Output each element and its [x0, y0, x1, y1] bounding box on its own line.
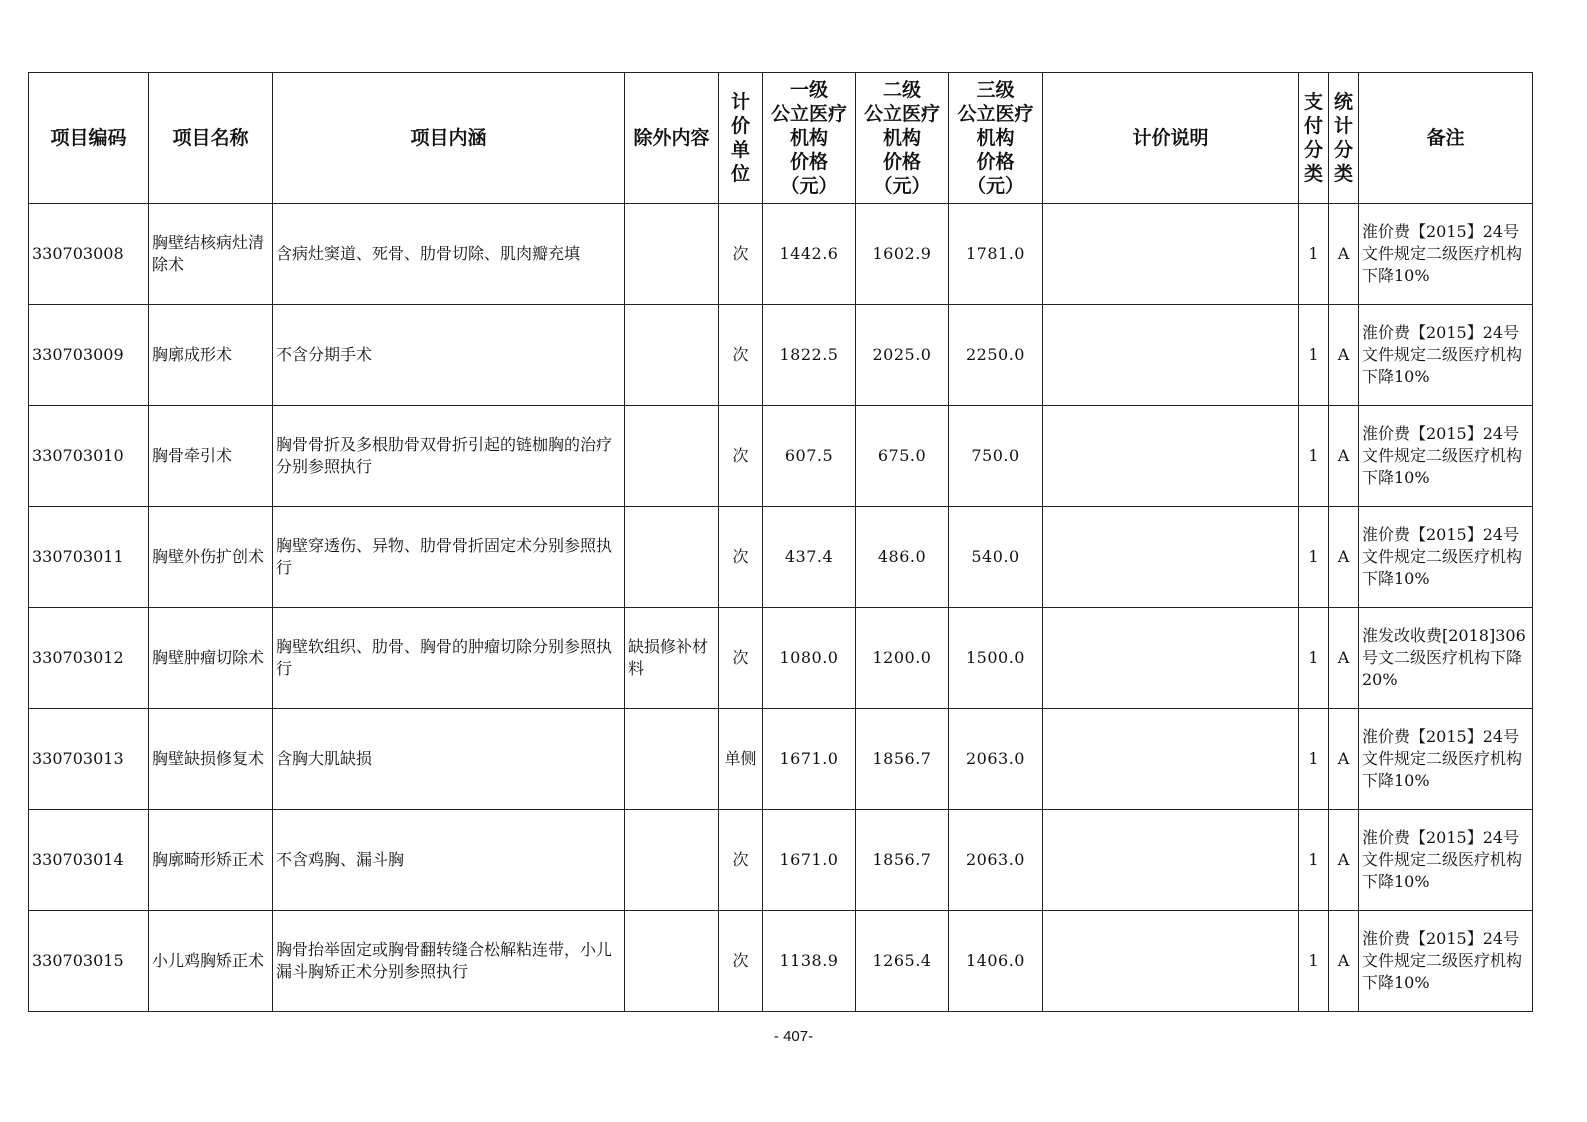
cell-name: 小儿鸡胸矫正术 [149, 911, 273, 1012]
cell-unit: 次 [719, 204, 763, 305]
cell-payment-category: 1 [1299, 608, 1329, 709]
cell-remarks: 淮价费【2015】24号文件规定二级医疗机构下降10% [1359, 911, 1533, 1012]
table-row [29, 204, 1533, 305]
cell-statistics-category: A [1329, 608, 1359, 709]
cell-payment-category: 1 [1299, 305, 1329, 406]
cell-level1-price: 607.5 [763, 406, 856, 507]
header-level3-line: 机构 [976, 127, 1015, 149]
cell-statistics-category: A [1329, 305, 1359, 406]
table-row [29, 911, 1533, 1012]
page-number: - 407- [773, 1028, 814, 1045]
cell-level3-price: 1406.0 [949, 911, 1043, 1012]
header-level1-line: 一级 [789, 79, 828, 101]
cell-statistics-category: A [1329, 204, 1359, 305]
cell-level3-price: 2063.0 [949, 709, 1043, 810]
cell-name: 胸壁肿瘤切除术 [149, 608, 273, 709]
cell-remarks: 淮价费【2015】24号文件规定二级医疗机构下降10% [1359, 406, 1533, 507]
cell-content: 不含分期手术 [273, 305, 625, 406]
cell-level2-price: 1265.4 [856, 911, 949, 1012]
header-name: 项目名称 [149, 73, 273, 204]
header-level1-line: 价格 [789, 151, 828, 173]
cell-unit: 单侧 [719, 709, 763, 810]
header-level1-price [763, 73, 856, 204]
cell-payment-category: 1 [1299, 204, 1329, 305]
cell-remarks: 淮价费【2015】24号文件规定二级医疗机构下降10% [1359, 204, 1533, 305]
cell-level2-price: 675.0 [856, 406, 949, 507]
header-level2-line: 机构 [882, 127, 921, 149]
header-exclusions: 除外内容 [625, 73, 719, 204]
cell-level1-price: 1671.0 [763, 810, 856, 911]
table-row [29, 810, 1533, 911]
header-remarks: 备注 [1359, 73, 1533, 204]
cell-statistics-category: A [1329, 911, 1359, 1012]
price-table-sheet [28, 72, 1532, 1012]
cell-pricing-description [1043, 406, 1299, 507]
cell-remarks: 淮发改收费[2018]306号文二级医疗机构下降20% [1359, 608, 1533, 709]
cell-pricing-description [1043, 709, 1299, 810]
cell-statistics-category: A [1329, 810, 1359, 911]
cell-name: 胸骨牵引术 [149, 406, 273, 507]
table-row [29, 709, 1533, 810]
cell-statistics-category: A [1329, 709, 1359, 810]
cell-exclusions [625, 507, 719, 608]
cell-unit: 次 [719, 406, 763, 507]
header-level2-price [856, 73, 949, 204]
cell-exclusions [625, 709, 719, 810]
cell-content: 含胸大肌缺损 [273, 709, 625, 810]
cell-exclusions [625, 911, 719, 1012]
cell-unit: 次 [719, 810, 763, 911]
header-level3-line: 公立医疗 [957, 103, 1034, 125]
cell-pricing-description [1043, 204, 1299, 305]
cell-unit: 次 [719, 305, 763, 406]
cell-level3-price: 1500.0 [949, 608, 1043, 709]
header-level1-line: 机构 [789, 127, 828, 149]
cell-content: 胸骨抬举固定或胸骨翻转缝合松解粘连带，小儿漏斗胸矫正术分别参照执行 [273, 911, 625, 1012]
cell-level1-price: 437.4 [763, 507, 856, 608]
cell-level3-price: 1781.0 [949, 204, 1043, 305]
cell-name: 胸廓成形术 [149, 305, 273, 406]
header-unit-text: 计价单位 [730, 91, 750, 185]
cell-level2-price: 1602.9 [856, 204, 949, 305]
header-pricing-description: 计价说明 [1043, 73, 1299, 204]
cell-pricing-description [1043, 305, 1299, 406]
table-row [29, 608, 1533, 709]
cell-remarks: 淮价费【2015】24号文件规定二级医疗机构下降10% [1359, 507, 1533, 608]
cell-exclusions: 缺损修补材料 [625, 608, 719, 709]
cell-remarks: 淮价费【2015】24号文件规定二级医疗机构下降10% [1359, 305, 1533, 406]
cell-code: 330703013 [29, 709, 149, 810]
header-content: 项目内涵 [273, 73, 625, 204]
cell-code: 330703014 [29, 810, 149, 911]
cell-statistics-category: A [1329, 406, 1359, 507]
cell-level1-price: 1671.0 [763, 709, 856, 810]
cell-exclusions [625, 406, 719, 507]
cell-code: 330703012 [29, 608, 149, 709]
cell-content: 胸壁软组织、肋骨、胸骨的肿瘤切除分别参照执行 [273, 608, 625, 709]
cell-level3-price: 540.0 [949, 507, 1043, 608]
cell-unit: 次 [719, 911, 763, 1012]
cell-code: 330703008 [29, 204, 149, 305]
cell-code: 330703011 [29, 507, 149, 608]
cell-content: 胸壁穿透伤、异物、肋骨骨折固定术分别参照执行 [273, 507, 625, 608]
cell-level1-price: 1080.0 [763, 608, 856, 709]
cell-pricing-description [1043, 810, 1299, 911]
cell-pricing-description [1043, 911, 1299, 1012]
cell-code: 330703015 [29, 911, 149, 1012]
header-level2-line: 二级 [882, 79, 921, 101]
cell-name: 胸壁结核病灶清除术 [149, 204, 273, 305]
cell-exclusions [625, 810, 719, 911]
header-payment-text: 支付分类 [1303, 91, 1323, 185]
cell-statistics-category: A [1329, 507, 1359, 608]
cell-level2-price: 1200.0 [856, 608, 949, 709]
header-code: 项目编码 [29, 73, 149, 204]
cell-name: 胸壁外伤扩创术 [149, 507, 273, 608]
cell-name: 胸壁缺损修复术 [149, 709, 273, 810]
cell-payment-category: 1 [1299, 911, 1329, 1012]
cell-exclusions [625, 204, 719, 305]
header-row [29, 73, 1533, 204]
cell-remarks: 淮价费【2015】24号文件规定二级医疗机构下降10% [1359, 810, 1533, 911]
cell-name: 胸廓畸形矫正术 [149, 810, 273, 911]
cell-remarks: 淮价费【2015】24号文件规定二级医疗机构下降10% [1359, 709, 1533, 810]
cell-payment-category: 1 [1299, 810, 1329, 911]
header-unit [719, 73, 763, 204]
header-level1-line: （元） [780, 175, 838, 197]
header-level2-line: 价格 [882, 151, 921, 173]
header-statistics-text: 统计分类 [1333, 91, 1353, 185]
cell-exclusions [625, 305, 719, 406]
cell-code: 330703010 [29, 406, 149, 507]
price-table [28, 72, 1533, 1012]
table-row [29, 507, 1533, 608]
cell-level3-price: 750.0 [949, 406, 1043, 507]
header-level2-line: 公立医疗 [863, 103, 940, 125]
header-statistics-category [1329, 73, 1359, 204]
cell-level2-price: 1856.7 [856, 709, 949, 810]
cell-level3-price: 2063.0 [949, 810, 1043, 911]
header-level3-line: 价格 [976, 151, 1015, 173]
cell-payment-category: 1 [1299, 507, 1329, 608]
header-level1-line: 公立医疗 [770, 103, 847, 125]
cell-content: 胸骨骨折及多根肋骨双骨折引起的链枷胸的治疗分别参照执行 [273, 406, 625, 507]
cell-pricing-description [1043, 608, 1299, 709]
header-level3-price [949, 73, 1043, 204]
cell-level1-price: 1822.5 [763, 305, 856, 406]
cell-level2-price: 1856.7 [856, 810, 949, 911]
header-level3-line: 三级 [976, 79, 1015, 101]
cell-level1-price: 1138.9 [763, 911, 856, 1012]
table-row [29, 305, 1533, 406]
table-row [29, 406, 1533, 507]
header-payment-category [1299, 73, 1329, 204]
cell-unit: 次 [719, 507, 763, 608]
cell-level2-price: 2025.0 [856, 305, 949, 406]
cell-unit: 次 [719, 608, 763, 709]
cell-content: 不含鸡胸、漏斗胸 [273, 810, 625, 911]
header-level2-line: （元） [873, 175, 931, 197]
cell-payment-category: 1 [1299, 406, 1329, 507]
header-level3-line: （元） [966, 175, 1024, 197]
cell-level3-price: 2250.0 [949, 305, 1043, 406]
cell-level2-price: 486.0 [856, 507, 949, 608]
cell-content: 含病灶窦道、死骨、肋骨切除、肌肉瓣充填 [273, 204, 625, 305]
cell-payment-category: 1 [1299, 709, 1329, 810]
cell-pricing-description [1043, 507, 1299, 608]
cell-level1-price: 1442.6 [763, 204, 856, 305]
cell-code: 330703009 [29, 305, 149, 406]
